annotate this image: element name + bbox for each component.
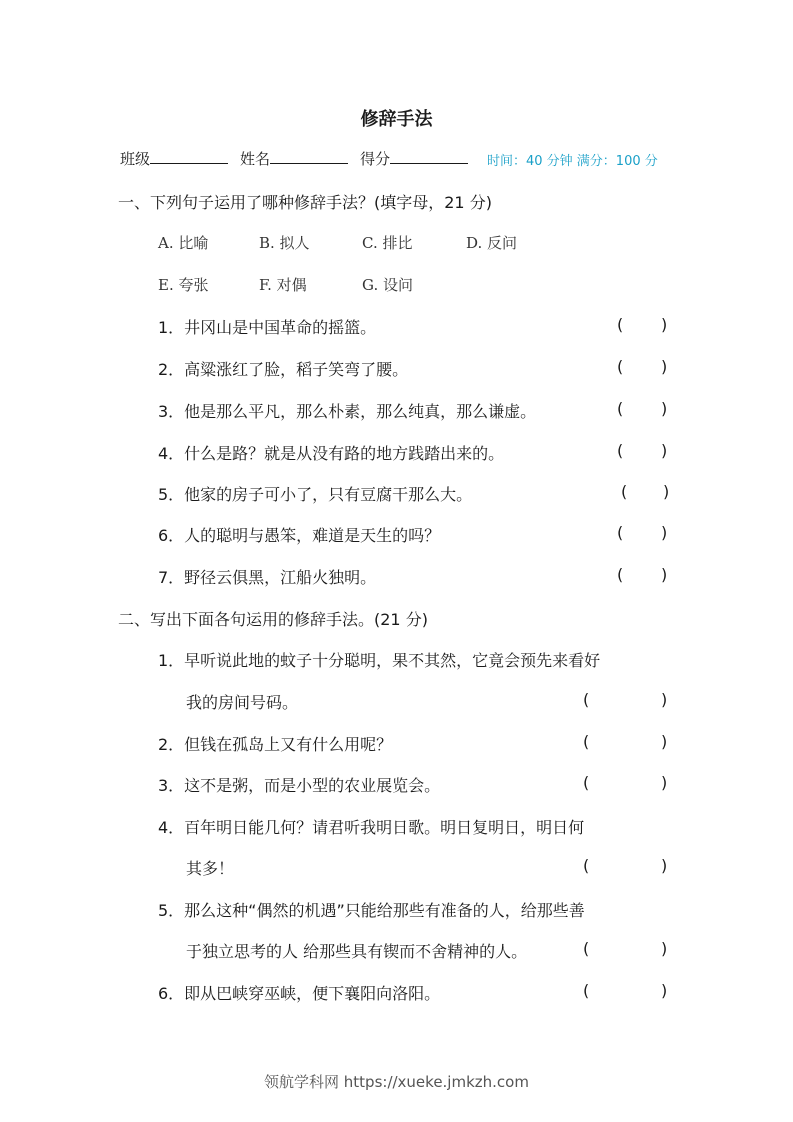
s1-question-6: 6．人的聪明与愚笨，难道是天生的吗？ xyxy=(158,526,441,545)
s1-answer-2-close: ) xyxy=(661,357,668,376)
score-label: 得分 xyxy=(360,150,391,168)
s1-answer-1-close: ) xyxy=(661,315,668,334)
s1-question-3: 3．他是那么平凡，那么朴素，那么纯真，那么谦虚。 xyxy=(158,402,537,421)
score-field xyxy=(360,148,468,169)
page-title: 修辞手法 xyxy=(360,109,433,130)
s1-answer-7-open[interactable]: ( xyxy=(617,565,624,584)
name-label: 姓名 xyxy=(240,150,271,168)
s2-answer-1-open[interactable]: ( xyxy=(583,690,590,709)
s1-answer-4-open[interactable]: ( xyxy=(617,441,624,460)
s1-answer-2-open[interactable]: ( xyxy=(617,357,624,376)
name-blank[interactable] xyxy=(270,149,348,164)
s1-answer-5-close: ) xyxy=(663,482,670,501)
s2-question-5: 5．那么这种“偶然的机遇”只能给那些有准备的人，给那些善 xyxy=(158,901,585,920)
s2-answer-4-close: ) xyxy=(661,856,668,875)
time-score-meta: 时间：40 分钟 满分：100 分 xyxy=(487,154,658,169)
s2-answer-1-close: ) xyxy=(661,690,668,709)
s1-question-2: 2．高粱涨红了脸，稻子笑弯了腰。 xyxy=(158,360,409,379)
option-a: A. 比喻 xyxy=(158,234,209,252)
s2-answer-5-close: ) xyxy=(661,939,668,958)
s2-question-2: 2．但钱在孤岛上又有什么用呢？ xyxy=(158,735,393,754)
option-g: G. 设问 xyxy=(362,276,413,294)
option-d: D. 反问 xyxy=(466,234,518,252)
s2-answer-2-close: ) xyxy=(661,732,668,751)
s1-answer-3-open[interactable]: ( xyxy=(617,399,624,418)
s2-answer-5-open[interactable]: ( xyxy=(583,939,590,958)
s1-question-1: 1．井冈山是中国革命的摇篮。 xyxy=(158,318,377,337)
s1-question-5: 5．他家的房子可小了，只有豆腐干那么大。 xyxy=(158,485,473,504)
s1-answer-4-close: ) xyxy=(661,441,668,460)
s2-answer-3-close: ) xyxy=(661,773,668,792)
name-field xyxy=(240,148,348,169)
class-blank[interactable] xyxy=(150,149,228,164)
s2-question-4-cont: 其多！ xyxy=(186,859,235,878)
s2-question-3: 3．这不是粥，而是小型的农业展览会。 xyxy=(158,776,441,795)
score-blank[interactable] xyxy=(390,149,468,164)
option-f: F. 对偶 xyxy=(259,276,307,294)
s1-question-4: 4．什么是路？就是从没有路的地方践踏出来的。 xyxy=(158,444,505,463)
s1-answer-6-open[interactable]: ( xyxy=(617,523,624,542)
s2-question-6: 6．即从巴峡穿巫峡，便下襄阳向洛阳。 xyxy=(158,984,441,1003)
s2-question-4: 4．百年明日能几何？请君听我明日歌。明日复明日，明日何 xyxy=(158,818,585,837)
s1-answer-7-close: ) xyxy=(661,565,668,584)
section2-heading: 二、写出下面各句运用的修辞手法。(21 分) xyxy=(118,610,428,629)
s2-answer-6-open[interactable]: ( xyxy=(583,981,590,1000)
section1-heading: 一、下列句子运用了哪种修辞手法？(填字母，21 分) xyxy=(118,193,492,212)
class-label: 班级 xyxy=(120,150,151,168)
s1-answer-5-open[interactable]: ( xyxy=(621,482,628,501)
s2-answer-2-open[interactable]: ( xyxy=(583,732,590,751)
option-b: B. 拟人 xyxy=(259,234,310,252)
s1-answer-3-close: ) xyxy=(661,399,668,418)
class-field xyxy=(120,148,228,169)
footer-watermark: 领航学科网 https://xueke.jmkzh.com xyxy=(264,1073,529,1091)
s2-answer-3-open[interactable]: ( xyxy=(583,773,590,792)
option-e: E. 夸张 xyxy=(158,276,209,294)
option-c: C. 排比 xyxy=(362,234,413,252)
s2-question-1-cont: 我的房间号码。 xyxy=(186,693,299,712)
s1-answer-1-open[interactable]: ( xyxy=(617,315,624,334)
s2-answer-6-close: ) xyxy=(661,981,668,1000)
s2-question-1: 1．早听说此地的蚊子十分聪明，果不其然，它竟会预先来看好 xyxy=(158,651,601,670)
s1-answer-6-close: ) xyxy=(661,523,668,542)
s1-question-7: 7．野径云俱黑，江船火独明。 xyxy=(158,568,377,587)
s2-question-5-cont: 于独立思考的人 给那些具有锲而不舍精神的人。 xyxy=(186,942,528,961)
s2-answer-4-open[interactable]: ( xyxy=(583,856,590,875)
